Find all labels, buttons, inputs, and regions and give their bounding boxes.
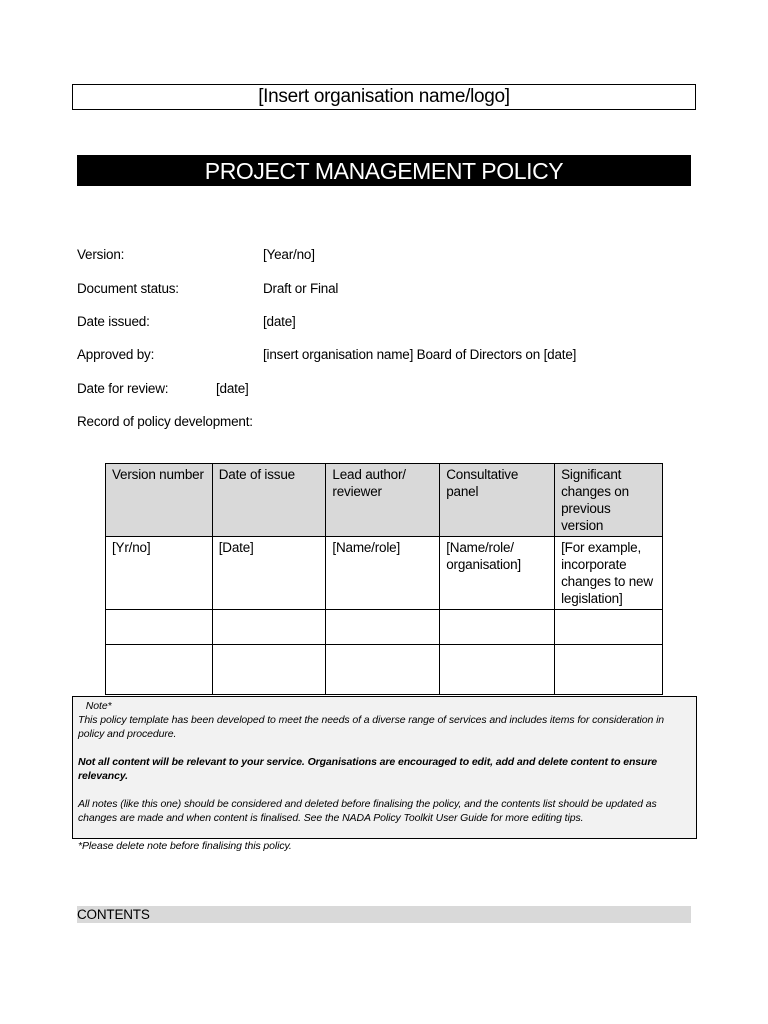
column-header: Version number <box>106 464 213 537</box>
policy-development-table <box>105 463 663 695</box>
table-cell: [For example, incorporate changes to new legislation] <box>555 537 663 610</box>
column-header: Date of issue <box>212 464 326 537</box>
template-note-box <box>72 696 697 852</box>
table-row <box>106 610 663 645</box>
table-cell <box>440 645 555 695</box>
contents-heading: CONTENTS <box>77 906 691 923</box>
table-cell <box>555 645 663 695</box>
table-cell <box>440 610 555 645</box>
table-cell <box>212 610 326 645</box>
note-heading: Note* <box>78 700 104 712</box>
meta-issued-label: Date issued: <box>77 314 150 329</box>
table-cell <box>106 610 213 645</box>
meta-version-value: [Year/no] <box>263 247 315 262</box>
note-paragraph: All notes (like this one) should be considered and deleted before finalising the policy, and the contents list should be updated as changes are made and when content is finalised. See the NADA Policy Toolkit User Guide for more editing tips. <box>78 798 657 824</box>
meta-status-value: Draft or Final <box>263 281 339 296</box>
meta-review-label: Date for review: <box>77 381 169 396</box>
table-cell <box>326 610 440 645</box>
meta-review-value: [date] <box>216 381 249 396</box>
meta-approved-label: Approved by: <box>77 347 155 362</box>
table-cell <box>212 645 326 695</box>
column-header: Consultative panel <box>440 464 555 537</box>
table-cell: [Yr/no] <box>106 537 213 610</box>
table-cell <box>326 645 440 695</box>
table-cell: [Name/role] <box>326 537 440 610</box>
table-row <box>106 537 663 610</box>
meta-issued-value: [date] <box>263 314 296 329</box>
table-cell <box>106 645 213 695</box>
table-cell: [Date] <box>212 537 326 610</box>
table-header-row <box>106 464 663 537</box>
meta-approved-value: [insert organisation name] Board of Directors on [date] <box>263 347 577 362</box>
table-cell <box>555 610 663 645</box>
note-delete-reminder: *Please delete note before finalising this policy. <box>78 840 292 852</box>
document-title: PROJECT MANAGEMENT POLICY <box>77 155 691 186</box>
meta-record-label: Record of policy development: <box>77 414 253 429</box>
column-header: Significant changes on previous version <box>555 464 663 537</box>
note-relevancy-paragraph: Not all content will be relevant to your service. Organisations are encouraged to edit, add and delete content to ensure relevancy. <box>78 756 658 782</box>
meta-status-label: Document status: <box>77 281 179 296</box>
organisation-name-placeholder: [Insert organisation name/logo] <box>72 84 696 110</box>
note-paragraph: This policy template has been developed to meet the needs of a diverse range of services and includes items for consideration in policy and procedure. <box>78 714 665 740</box>
meta-version-label: Version: <box>77 247 125 262</box>
table-cell: [Name/role/ organisation] <box>440 537 555 610</box>
column-header: Lead author/ reviewer <box>326 464 440 537</box>
table-row <box>106 645 663 695</box>
